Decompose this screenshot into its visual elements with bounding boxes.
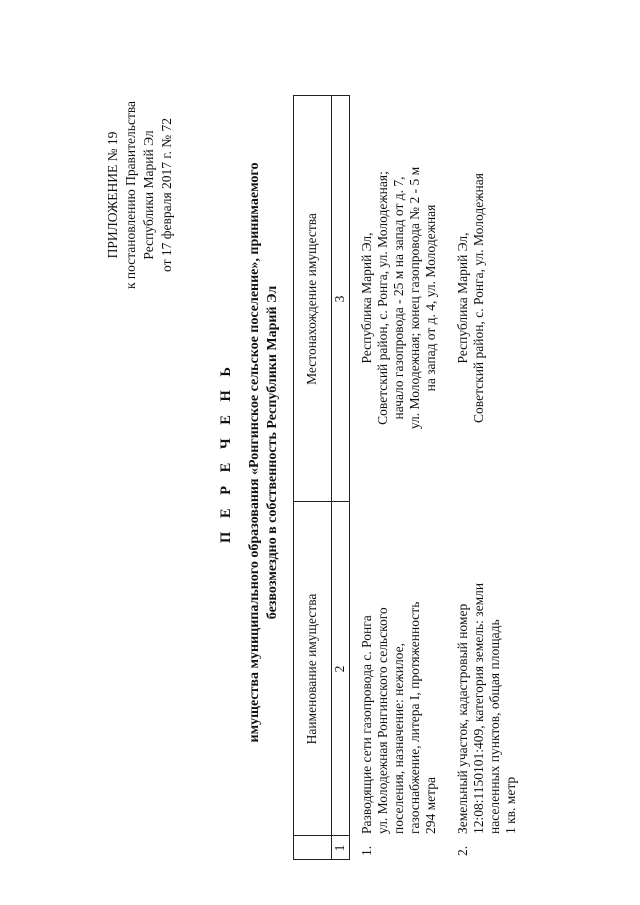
header-name: Наименование имущества [304, 593, 319, 745]
location-line: Республика Марий Эл, [359, 232, 374, 364]
name-line: 12:08:1150101:409, категория земель: земли [471, 582, 486, 834]
location-line: Советский район, с. Ронга, ул. Молодежная; [375, 171, 390, 425]
col-number-1: 1 [332, 844, 347, 852]
header-location: Местонахождение имущества [304, 213, 319, 385]
location-line: начало газопровода - 25 м на запад от д. 7, [391, 176, 406, 420]
name-line: поселения, назначение: нежилое, [391, 643, 406, 834]
name-line: ул. Молодежная Ронгинского сельского [375, 607, 390, 834]
document-subtitle-line1-l: имущества муниципального образования «Ронгинское сельское поселение», принимаемого [247, 162, 262, 743]
name-line: Разводящие сети газопровода с. Ронга [359, 615, 374, 834]
document-subtitle-line2-l: безвозмездно в собственность Республики Марий Эл [265, 285, 280, 620]
annex-title-l: ПРИЛОЖЕНИЕ № 19 [105, 131, 120, 259]
col-number-2: 2 [332, 665, 347, 673]
name-line: 1 кв. метр [503, 776, 518, 834]
row-number: 2. [455, 845, 470, 856]
name-line: населенных пунктов, общая площадь [487, 619, 502, 834]
annex-republic-l: Республики Марий Эл [141, 130, 156, 260]
location-line: на запад от д. 4, ул. Молодежная [423, 204, 438, 392]
annex-decree-l: к постановлению Правительства [123, 100, 138, 290]
name-line: Земельный участок, кадастровый номер [455, 603, 470, 834]
annex-date-l: от 17 февраля 2017 г. № 72 [159, 118, 174, 272]
name-line: 294 метра [423, 777, 438, 834]
location-line: Советский район, с. Ронга, ул. Молодежная [471, 173, 486, 423]
name-line: газоснабжение, литера I, протяженность [407, 601, 422, 834]
col-number-3: 3 [332, 295, 347, 303]
row-number: 1. [359, 845, 374, 856]
document-heading-l: П Е Р Е Ч Е Н Ь [218, 361, 234, 544]
location-line: ул. Молодежная; конец газопровода № 2 - 5 м [407, 166, 422, 430]
location-line: Республика Марий Эл, [455, 232, 470, 364]
